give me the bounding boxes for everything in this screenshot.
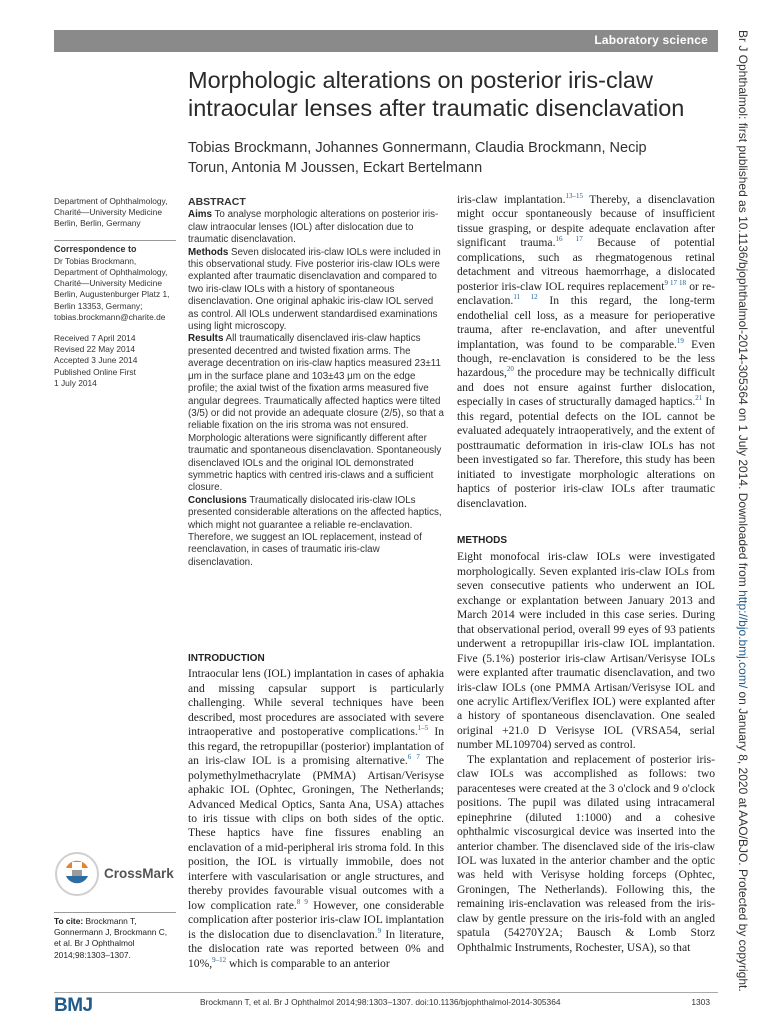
date-published-label: Published Online First <box>54 366 136 377</box>
ref-link[interactable]: 21 <box>695 394 703 403</box>
abstract-results: Results All traumatically disenclaved iris-claw haptics presented decentred and twisted fixation arms. The average decentration on iris-claw haptics measured 23±11 μm in the surface plane and 103±43 μm on the edge profile; the axial twist of the fixation arms measured five angular degrees. Traumatically affected haptics were tilted (3/5) or did not provide an adequate closure (2/5), so that a reliable fixation on the iris stroma was not ensured. Morphologic alterations were significantly different after traumatic and spontaneous disenclavation. Spontaneously disenclaved IOLs and the original IOL demonstrated symmetric haptics with centred iris-claws and a sufficient closure. <box>188 333 444 494</box>
footer-divider <box>54 992 718 993</box>
ref-link[interactable]: 9 17 18 <box>664 278 687 287</box>
footer-citation: Brockmann T, et al. Br J Ophthalmol 2014;98:1303–1307. doi:10.1136/bjophthalmol-2014-305364 <box>200 997 561 1007</box>
cite-box <box>54 912 176 961</box>
vertical-download-note: Br J Ophthalmol: first published as 10.1136/bjophthalmol-2014-305364 on 1 July 2014. Downloaded from http://bjo.bmj.com/ on January 8, 2020 at AAO/BJO. Protected by copyright. <box>736 30 750 992</box>
introduction-section: INTRODUCTION Intraocular lens (IOL) implantation in cases of aphakia and missing capsular support is particularly challenging. While several techniques have been described, most procedures are associated with severe intraoperative and postoperative complications.$^{1-5}$ In this regard, the retropupillar (posterior) implantation of an iris-claw IOL is a promising alternative.$^{6 7}$ The polymethylmethacrylate (PMMA) Artisan/Verisyse aphakic IOL (Ophtec, Groningen, The Netherlands; Advanced Medical Optics, Santa Ana, USA) attaches to iris tissue with clips on both sides of the optic. These haptics have fine fissures enabling an enclavation of a mid-peripheral iris stroma fold. In this position, the IOL is virtually immobile, does not interfere with vascularisation or angle structures, and thereby provides favourable visual outcomes with a low complication rate.$^{8 9}$ However, one considerable complication after posterior iris-claw IOL implantation is the dislocation due to disenclavation.$^9$ In literature, the dislocation rate was reported between 0% and 10%,$^{9-12}$ which is comparable to an anterior <box>188 653 445 970</box>
ref-link[interactable]: 13–15 <box>565 192 583 201</box>
abstract-methods: Methods Seven dislocated iris-claw IOLs were included in this observational study. Five posterior iris-claw IOLs were explanted after traumatic disenclavation and compared to two iris-claw IOLs with a history of spontaneous disenclavation. One original aphakic iris-claw IOL served as control. All IOLs underwent standardised examinations using light microscopy. <box>188 246 441 333</box>
ref-link[interactable]: 11 12 <box>513 293 538 302</box>
methods-section <box>457 534 715 955</box>
bmj-logo[interactable]: BMJ <box>54 995 93 1016</box>
date-revised: Revised 22 May 2014 <box>54 344 136 355</box>
ref-link[interactable]: 19 <box>676 336 684 345</box>
cite-text: Brockmann T, Gonnermann J, Brockmann C, et al. Br J Ophthalmol 2014;98:1303–1307. <box>54 916 168 960</box>
crossmark-label: CrossMark <box>104 866 174 881</box>
crossmark-badge[interactable] <box>54 846 178 906</box>
date-received: Received 7 April 2014 <box>54 333 136 344</box>
abstract-aims: Aims To analyse morphologic alterations on posterior iris-claw intraocular lenses (IOL) after dislocation due to traumatic disenclavation. <box>188 209 439 246</box>
abstract-heading: ABSTRACT <box>188 196 246 208</box>
ref-link[interactable]: 9–12 <box>212 955 227 964</box>
methods-heading: METHODS <box>457 535 507 546</box>
methods-paragraph-2: The explantation and replacement of posterior iris-claw IOLs was accomplished as follows: two paracenteses were created at the 3 o'clock and 9 o'clock positions. The pupil was dilated using intracameral epinephrine (diluted 1:1000) and a cohesive ophthalmic viscosurgical device was inserted into the anterior chamber. The disenclaved side of the iris-claw IOL was luxated in the anterior chamber and the optic was held with Verisyse holding forceps (Ophtec, Groningen, The Netherlands). Following this, the remaining iris-enclavation was released from the iris-claw by gentle pressure on the iris-fold with an angled spatula (54270Y2A; Bausch & Lomb Storz Ophthalmic Instruments, Rochester, USA), so that <box>457 752 715 954</box>
ref-link[interactable]: 6 7 <box>407 753 420 762</box>
dates-block <box>54 333 176 389</box>
ref-link[interactable]: 20 <box>506 365 514 374</box>
cite-heading: To cite: <box>54 916 84 926</box>
abstract-conclusions: Conclusions Traumatically dislocated iris-claw IOLs presented considerable alterations on the affected haptics, which might not guarantee a reliable re-enclavation. Therefore, we suggest an IOL replacement, instead of reenclavation, in cases of traumatic iris-claw disenclavation. <box>188 494 442 568</box>
journal-link[interactable]: http://bjo.bmj.com/ <box>736 590 750 689</box>
page-number: 1303 <box>691 997 710 1007</box>
ref-link[interactable]: 9 <box>377 926 382 935</box>
section-label: Laboratory science <box>594 33 708 47</box>
ref-link[interactable]: 1–5 <box>417 724 429 733</box>
abstract <box>188 196 446 569</box>
intro-continued: iris-claw implantation.$^{13-15}$ Thereby, a disenclavation might occur spontaneously because of insufficient tissue grasping, or despite adequate enclavation after significant trauma.$^{16 17}$ Because of potential complications, such as rhegmatogenous retinal detachment and vitreous haemorrhage, a dislocated posterior iris-claw IOL requires replacement$^{9 17 18}$ or re-enclavation.$^{11 12}$ In this regard, the long-term endothelial cell loss, as a measure for perioperative trauma, after re-enclavation, and after uneventful implantation, was found to be comparable.$^{19}$ Even though, re-enclavation is considered to be the less hazardous,$^{20}$ the procedure may be technically difficult and does not ensure against further dislocation, especially in cases of structurally damaged haptics.$^{21}$ In this regard, potential defects on the IOL cannot be evaluated adequately intraoperatively, and the extent of posttraumatic deformation in iris-claw IOLs has not been investigated so far. Therefore, this study has been initiated to investigate morphologic alterations on haptics of posterior iris-claw IOLs after traumatic disenclavation. <box>457 192 716 510</box>
ref-link[interactable]: 8 9 <box>296 897 308 906</box>
date-published: 1 July 2014 <box>54 377 97 388</box>
methods-paragraph-1: Eight monofocal iris-claw IOLs were investigated morphologically. Seven explanted iris-claw IOLs from seven consecutive patients who underwent an IOL exchange or explantation between January 2013 and March 2014 were included in this case series. During that observational period, overall 99 eyes of 93 patients underwent a retropupillar iris-claw IOL implantation. Five (5.1%) posterior iris-claw Artisan/Verisyse IOLs were explanted after traumatic disenclavation, and two iris-claw IOLs (one PMMA Artisan/Verisyse IOL and one acrylic Artiflex/Veriflex IOL) were explanted after a history of spontaneous disenclavation. One sealed original +21.0 D Verisyse IOL (VRSA54, serial number ML109704) served as control. <box>457 550 715 752</box>
article-title: Morphologic alterations on posterior iris-claw intraocular lenses after traumatic disenclavation <box>188 67 685 121</box>
section-bar <box>54 30 718 52</box>
introduction-heading: INTRODUCTION <box>188 653 265 664</box>
ref-link[interactable]: 16 17 <box>555 235 583 244</box>
affiliation: Department of Ophthalmology, Charité—University Medicine Berlin, Berlin, Germany <box>54 196 168 229</box>
correspondence-text: Dr Tobias Brockmann, Department of Ophthalmology, Charité—University Medicine Berlin, Augustenburger Platz 1, Berlin 13353, Germany; tobias.brockmann@charite.de <box>54 255 170 322</box>
correspondence-block <box>54 240 176 323</box>
article-authors: Tobias Brockmann, Johannes Gonnermann, Claudia Brockmann, Necip Torun, Antonia M Joussen, Eckart Bertelmann <box>188 140 647 176</box>
correspondence-heading: Correspondence to <box>54 243 137 254</box>
sidebar <box>54 196 176 389</box>
date-accepted: Accepted 3 June 2014 <box>54 355 138 366</box>
crossmark-icon <box>54 846 100 902</box>
